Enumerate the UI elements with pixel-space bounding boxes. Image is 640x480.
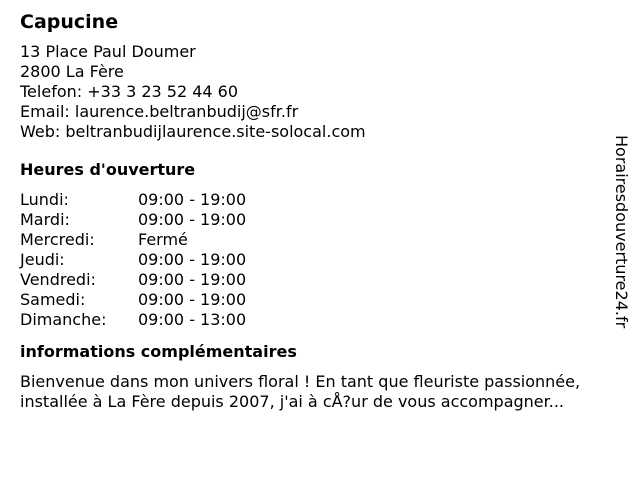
time-value: 09:00 - 19:00 [138, 190, 247, 209]
address-city: 2800 La Fère [20, 62, 124, 81]
description-line-1: Bienvenue dans mon univers floral ! En tant que fleuriste passionnée, [20, 372, 581, 391]
description-line-2: installée à La Fère depuis 2007, j'ai à cÅ?ur de vous accompagner... [20, 392, 564, 411]
day-label: Jeudi: [20, 250, 65, 269]
day-label: Samedi: [20, 290, 86, 309]
address-street: 13 Place Paul Doumer [20, 42, 196, 61]
hours-row-friday [20, 270, 620, 290]
day-label: Mercredi: [20, 230, 95, 249]
site-watermark: Horairesdouverture24.fr [612, 135, 631, 329]
hours-row-thursday [20, 250, 620, 270]
hours-row-sunday [20, 310, 620, 330]
business-name: Capucine [20, 11, 119, 33]
email-address: Email: laurence.beltranbudij@sfr.fr [20, 102, 299, 121]
business-card [20, 10, 620, 412]
time-value: 09:00 - 13:00 [138, 310, 247, 329]
time-value: 09:00 - 19:00 [138, 210, 247, 229]
website-url: Web: beltranbudijlaurence.site-solocal.com [20, 122, 366, 141]
day-label: Mardi: [20, 210, 70, 229]
time-value: 09:00 - 19:00 [138, 250, 247, 269]
day-label: Lundi: [20, 190, 69, 209]
additional-info-heading: informations complémentaires [20, 342, 297, 361]
time-value: 09:00 - 19:00 [138, 290, 247, 309]
time-value: Fermé [138, 230, 188, 249]
hours-row-monday [20, 190, 620, 210]
day-label: Vendredi: [20, 270, 96, 289]
hours-row-saturday [20, 290, 620, 310]
description-text [20, 372, 620, 412]
day-label: Dimanche: [20, 310, 107, 329]
hours-row-wednesday [20, 230, 620, 250]
opening-hours-list [20, 190, 620, 330]
opening-hours-heading: Heures d'ouverture [20, 160, 196, 179]
hours-row-tuesday [20, 210, 620, 230]
time-value: 09:00 - 19:00 [138, 270, 247, 289]
phone-number: Telefon: +33 3 23 52 44 60 [20, 82, 239, 101]
